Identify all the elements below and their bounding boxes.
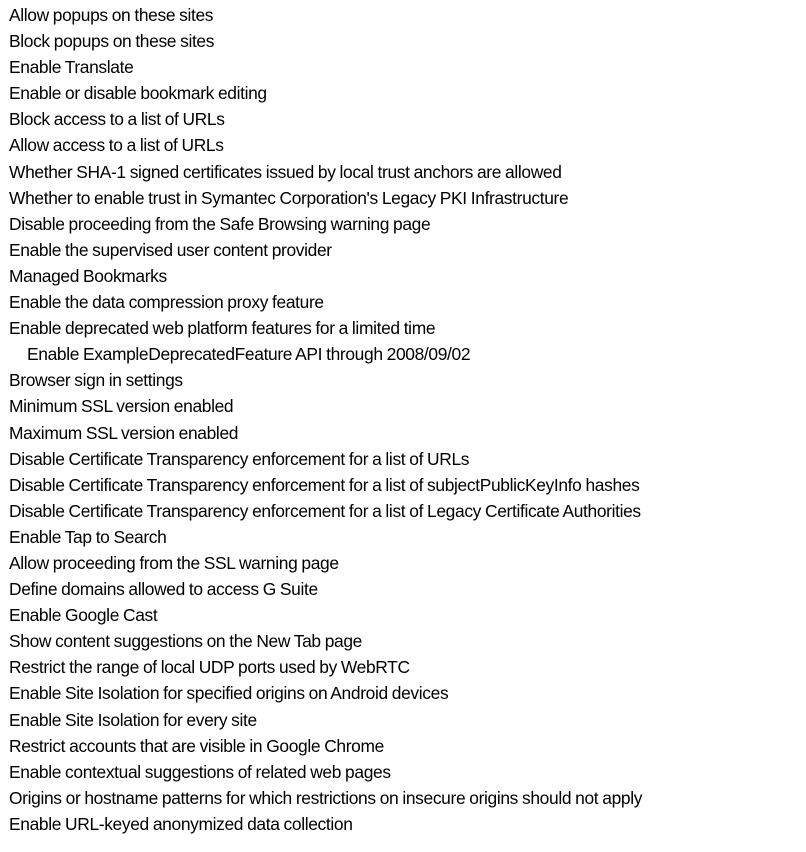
- policy-item: Disable Certificate Transparency enforcement for a list of subjectPublicKeyInfo hashes: [9, 474, 640, 495]
- policy-item: Maximum SSL version enabled: [9, 422, 239, 443]
- policy-item: Show content suggestions on the New Tab page: [9, 631, 363, 652]
- policy-item: Enable Google Cast: [9, 605, 158, 626]
- policy-item: Block access to a list of URLs: [9, 109, 225, 130]
- policy-item: Block popups on these sites: [9, 31, 215, 52]
- policy-item: Disable Certificate Transparency enforcement for a list of URLs: [9, 448, 470, 469]
- policy-item: Allow popups on these sites: [9, 5, 214, 25]
- policy-list: [9, 4, 642, 839]
- policy-item: Managed Bookmarks: [9, 265, 167, 286]
- policy-item: Enable Translate: [9, 57, 134, 78]
- policy-item: Origins or hostname patterns for which restrictions on insecure origins should not apply: [9, 787, 643, 808]
- policy-item: Allow access to a list of URLs: [9, 135, 224, 156]
- policy-item: Enable the data compression proxy feature: [9, 292, 324, 313]
- policy-item: Enable or disable bookmark editing: [9, 83, 267, 104]
- policy-item: Enable deprecated web platform features for a limited time: [9, 318, 436, 339]
- policy-item: Allow proceeding from the SSL warning page: [9, 552, 339, 573]
- policy-item: Disable Certificate Transparency enforcement for a list of Legacy Certificate Authorities: [9, 500, 641, 521]
- policy-item: Enable the supervised user content provider: [9, 239, 332, 260]
- policy-item: Enable Tap to Search: [9, 526, 167, 547]
- policy-item: Whether to enable trust in Symantec Corporation's Legacy PKI Infrastructure: [9, 187, 569, 208]
- policy-item: Enable Site Isolation for every site: [9, 709, 257, 730]
- policy-item: Disable proceeding from the Safe Browsing warning page: [9, 213, 431, 234]
- policy-item: Define domains allowed to access G Suite: [9, 579, 318, 600]
- policy-item: Restrict the range of local UDP ports used by WebRTC: [9, 657, 410, 678]
- policy-item: Browser sign in settings: [9, 370, 183, 391]
- policy-item: Enable contextual suggestions of related web pages: [9, 761, 391, 782]
- policy-item: Whether SHA-1 signed certificates issued by local trust anchors are allowed: [9, 161, 562, 182]
- policy-item: Enable URL-keyed anonymized data collection: [9, 813, 353, 834]
- policy-item: Restrict accounts that are visible in Google Chrome: [9, 735, 384, 756]
- policy-sub-item: Enable ExampleDeprecatedFeature API through 2008/09/02: [27, 344, 471, 365]
- policy-item: Minimum SSL version enabled: [9, 396, 234, 417]
- policy-item: Enable Site Isolation for specified origins on Android devices: [9, 683, 449, 704]
